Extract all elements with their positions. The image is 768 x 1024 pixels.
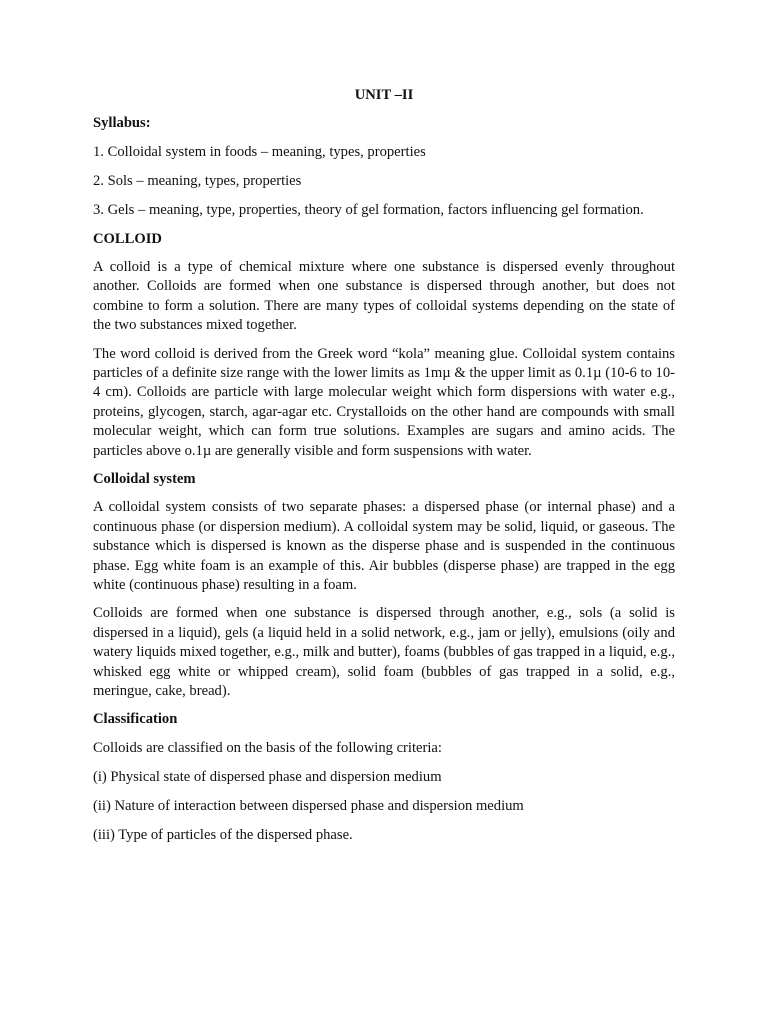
syllabus-heading: Syllabus: xyxy=(93,115,151,132)
colloid-paragraph: The word colloid is derived from the Greek word “kola” meaning glue. Colloidal system contains particles of a definite size range with the lower limits as 1mµ & the upper limit as 0.1µ (10-6 to 10-4 cm). Colloids are particle with large molecular weight which form dispersions with water e.g., proteins, glycogen, starch, agar-agar etc. Crystalloids on the other hand are compounds with small molecular weight, which can form true solutions. Examples are sugars and amino acids. The particles above o.1µ are generally visible and form suspensions with water. xyxy=(93,345,675,459)
syllabus-item: 2. Sols – meaning, types, properties xyxy=(93,172,302,189)
syllabus-item: 3. Gels – meaning, type, properties, theory of gel formation, factors influencing gel formation. xyxy=(93,201,644,218)
classification-criterion: (i) Physical state of dispersed phase and dispersion medium xyxy=(93,768,442,785)
colloid-paragraph: A colloid is a type of chemical mixture where one substance is dispersed evenly throughout another. Colloids are formed when one substance is dispersed through another, but does not combine to form a solution. There are many types of colloidal systems depending on the state of the two substances mixed together. xyxy=(93,258,675,334)
colloid-heading: COLLOID xyxy=(93,230,162,247)
syllabus-item: 1. Colloidal system in foods – meaning, types, properties xyxy=(93,143,426,160)
classification-criterion: (ii) Nature of interaction between dispersed phase and dispersion medium xyxy=(93,797,524,814)
classification-heading: Classification xyxy=(93,711,178,728)
unit-title: UNIT –II xyxy=(354,87,414,103)
classification-criterion: (iii) Type of particles of the dispersed phase. xyxy=(93,826,353,843)
colloidal-system-paragraph: A colloidal system consists of two separate phases: a dispersed phase (or internal phase) and a continuous phase (or dispersion medium). A colloidal system may be solid, liquid, or gaseous. The substance which is dispersed is known as the disperse phase and is suspended in the continuous phase. Egg white foam is an example of this. Air bubbles (disperse phase) are trapped in the egg white (continuous phase) resulting in a foam. xyxy=(93,499,675,594)
classification-intro: Colloids are classified on the basis of the following criteria: xyxy=(93,739,442,756)
colloidal-system-heading: Colloidal system xyxy=(93,471,196,487)
colloidal-system-paragraph: Colloids are formed when one substance is dispersed through another, e.g., sols (a solid is dispersed in a liquid), gels (a liquid held in a solid network, e.g., jam or jelly), emulsions (oily and watery liquids mixed together, e.g., milk and butter), foams (bubbles of gas trapped in a liquid, e.g., whisked egg white or whipped cream), solid foam (bubbles of gas trapped in a solid, e.g., meringue, cake, bread). xyxy=(93,605,675,700)
document-page xyxy=(93,86,675,855)
